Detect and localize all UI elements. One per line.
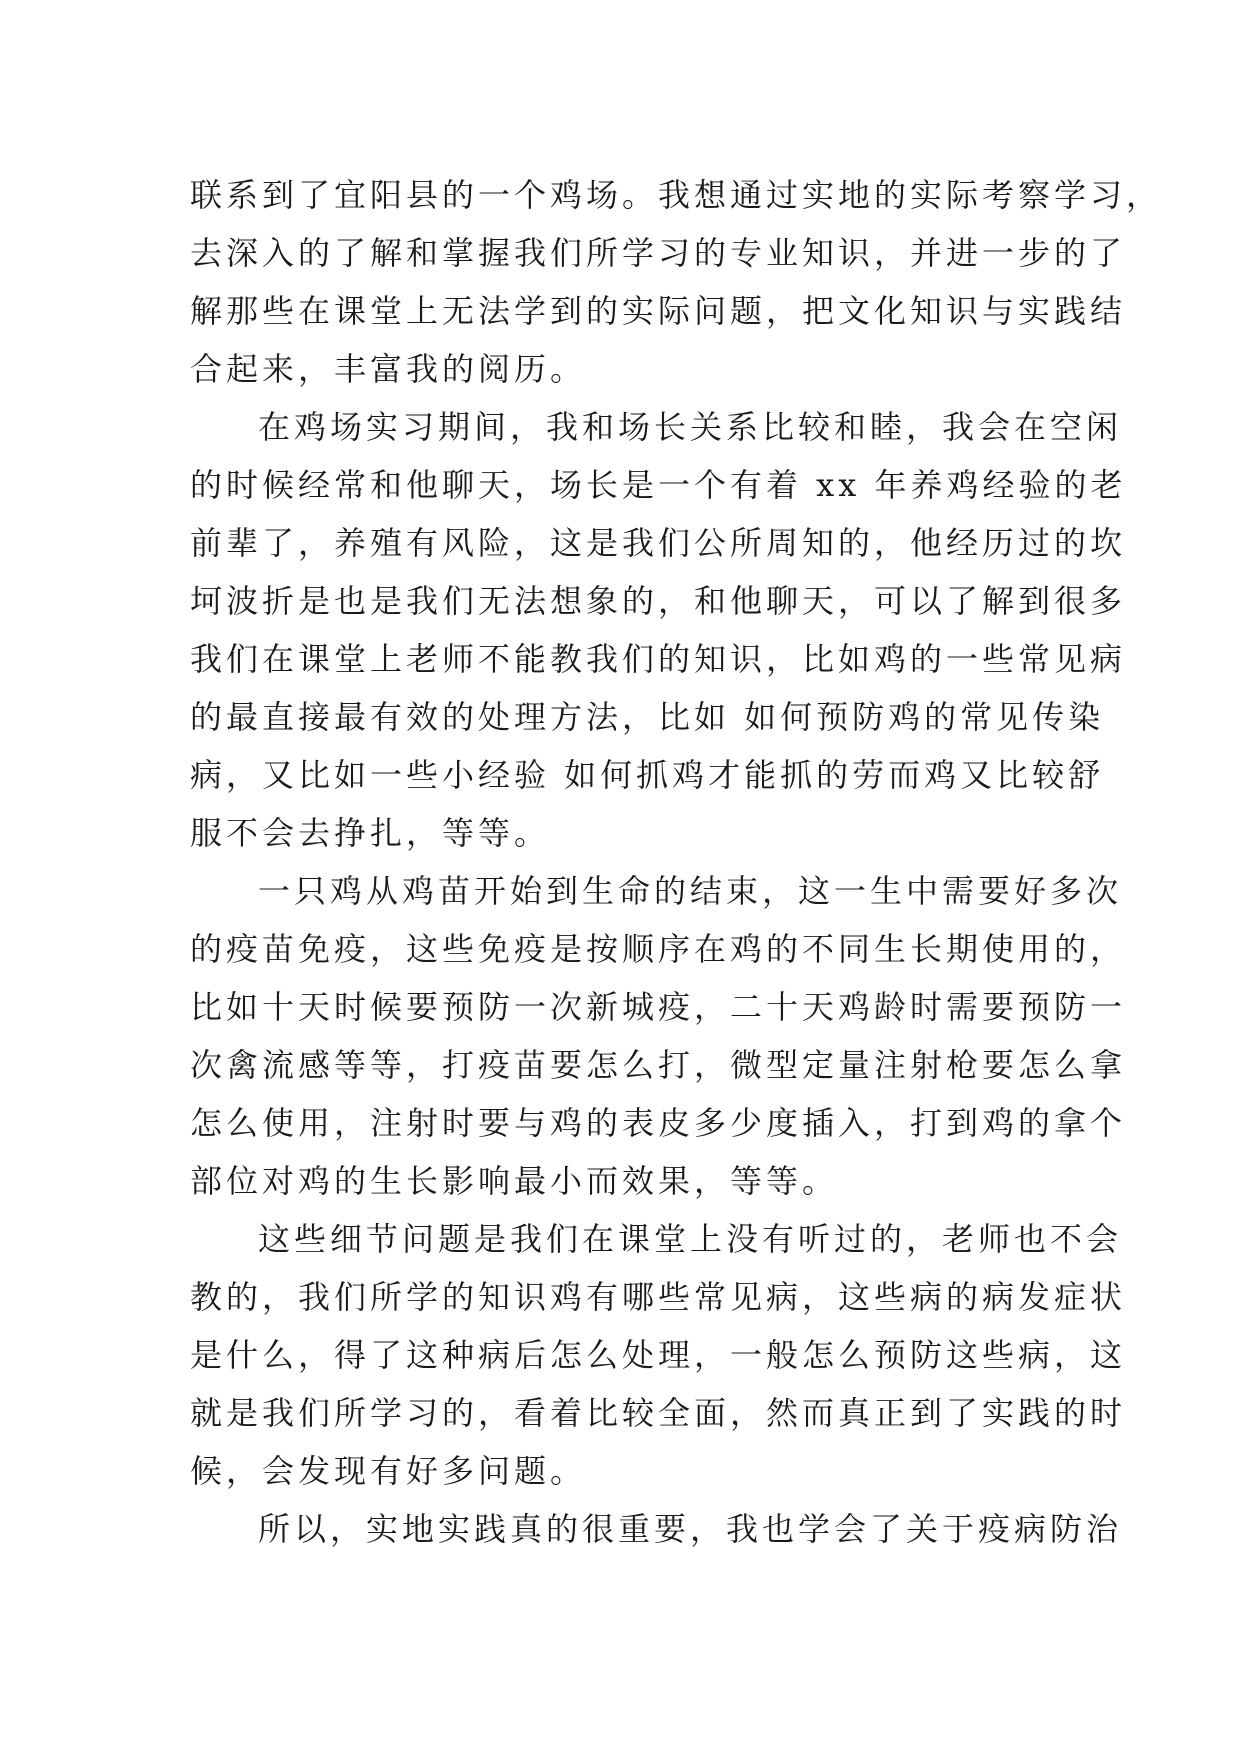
paragraph-start-line: 这些细节问题是我们在课堂上没有听过的，老师也不会	[258, 1220, 1123, 1258]
text-line: 服不会去挣扎，等等。	[190, 814, 551, 852]
text-line: 教的，我们所学的知识鸡有哪些常见病，这些病的病发症状	[190, 1278, 1127, 1316]
text-line: 的时候经常和他聊天，场长是一个有着 xx 年养鸡经验的老	[190, 466, 1127, 504]
paragraph-start-line: 在鸡场实习期间，我和场长关系比较和睦，我会在空闲	[258, 408, 1123, 446]
text-line: 就是我们所学习的，看着比较全面，然而真正到了实践的时	[190, 1394, 1127, 1432]
text-line: 次禽流感等等，打疫苗要怎么打，微型定量注射枪要怎么拿	[190, 1046, 1127, 1084]
text-line: 比如十天时候要预防一次新城疫，二十天鸡龄时需要预防一	[190, 988, 1127, 1026]
text-line: 联系到了宜阳县的一个鸡场。我想通过实地的实际考察学习，	[190, 176, 1163, 214]
paragraph-start-line: 一只鸡从鸡苗开始到生命的结束，这一生中需要好多次	[258, 872, 1123, 910]
text-line: 是什么，得了这种病后怎么处理，一般怎么预防这些病，这	[190, 1336, 1127, 1374]
text-line: 我们在课堂上老师不能教我们的知识，比如鸡的一些常见病	[190, 640, 1127, 678]
text-line: 怎么使用，注射时要与鸡的表皮多少度插入，打到鸡的拿个	[190, 1104, 1127, 1142]
text-line: 去深入的了解和掌握我们所学习的专业知识，并进一步的了	[190, 234, 1127, 272]
text-line: 的最直接最有效的处理方法，比如 如何预防鸡的常见传染	[190, 698, 1105, 736]
text-line: 候，会发现有好多问题。	[190, 1452, 587, 1490]
text-line: 的疫苗免疫，这些免疫是按顺序在鸡的不同生长期使用的，	[190, 930, 1127, 968]
text-line: 解那些在课堂上无法学到的实际问题，把文化知识与实践结	[190, 292, 1127, 330]
text-line: 坷波折是也是我们无法想象的，和他聊天，可以了解到很多	[190, 582, 1127, 620]
text-line: 病，又比如一些小经验 如何抓鸡才能抓的劳而鸡又比较舒	[190, 756, 1105, 794]
paragraph-start-line: 所以，实地实践真的很重要，我也学会了关于疫病防治	[258, 1510, 1123, 1548]
text-line: 合起来，丰富我的阅历。	[190, 350, 587, 388]
body-text	[190, 166, 1163, 1558]
text-line: 部位对鸡的生长影响最小而效果，等等。	[190, 1162, 839, 1200]
text-line: 前辈了，养殖有风险，这是我们公所周知的，他经历过的坎	[190, 524, 1127, 562]
